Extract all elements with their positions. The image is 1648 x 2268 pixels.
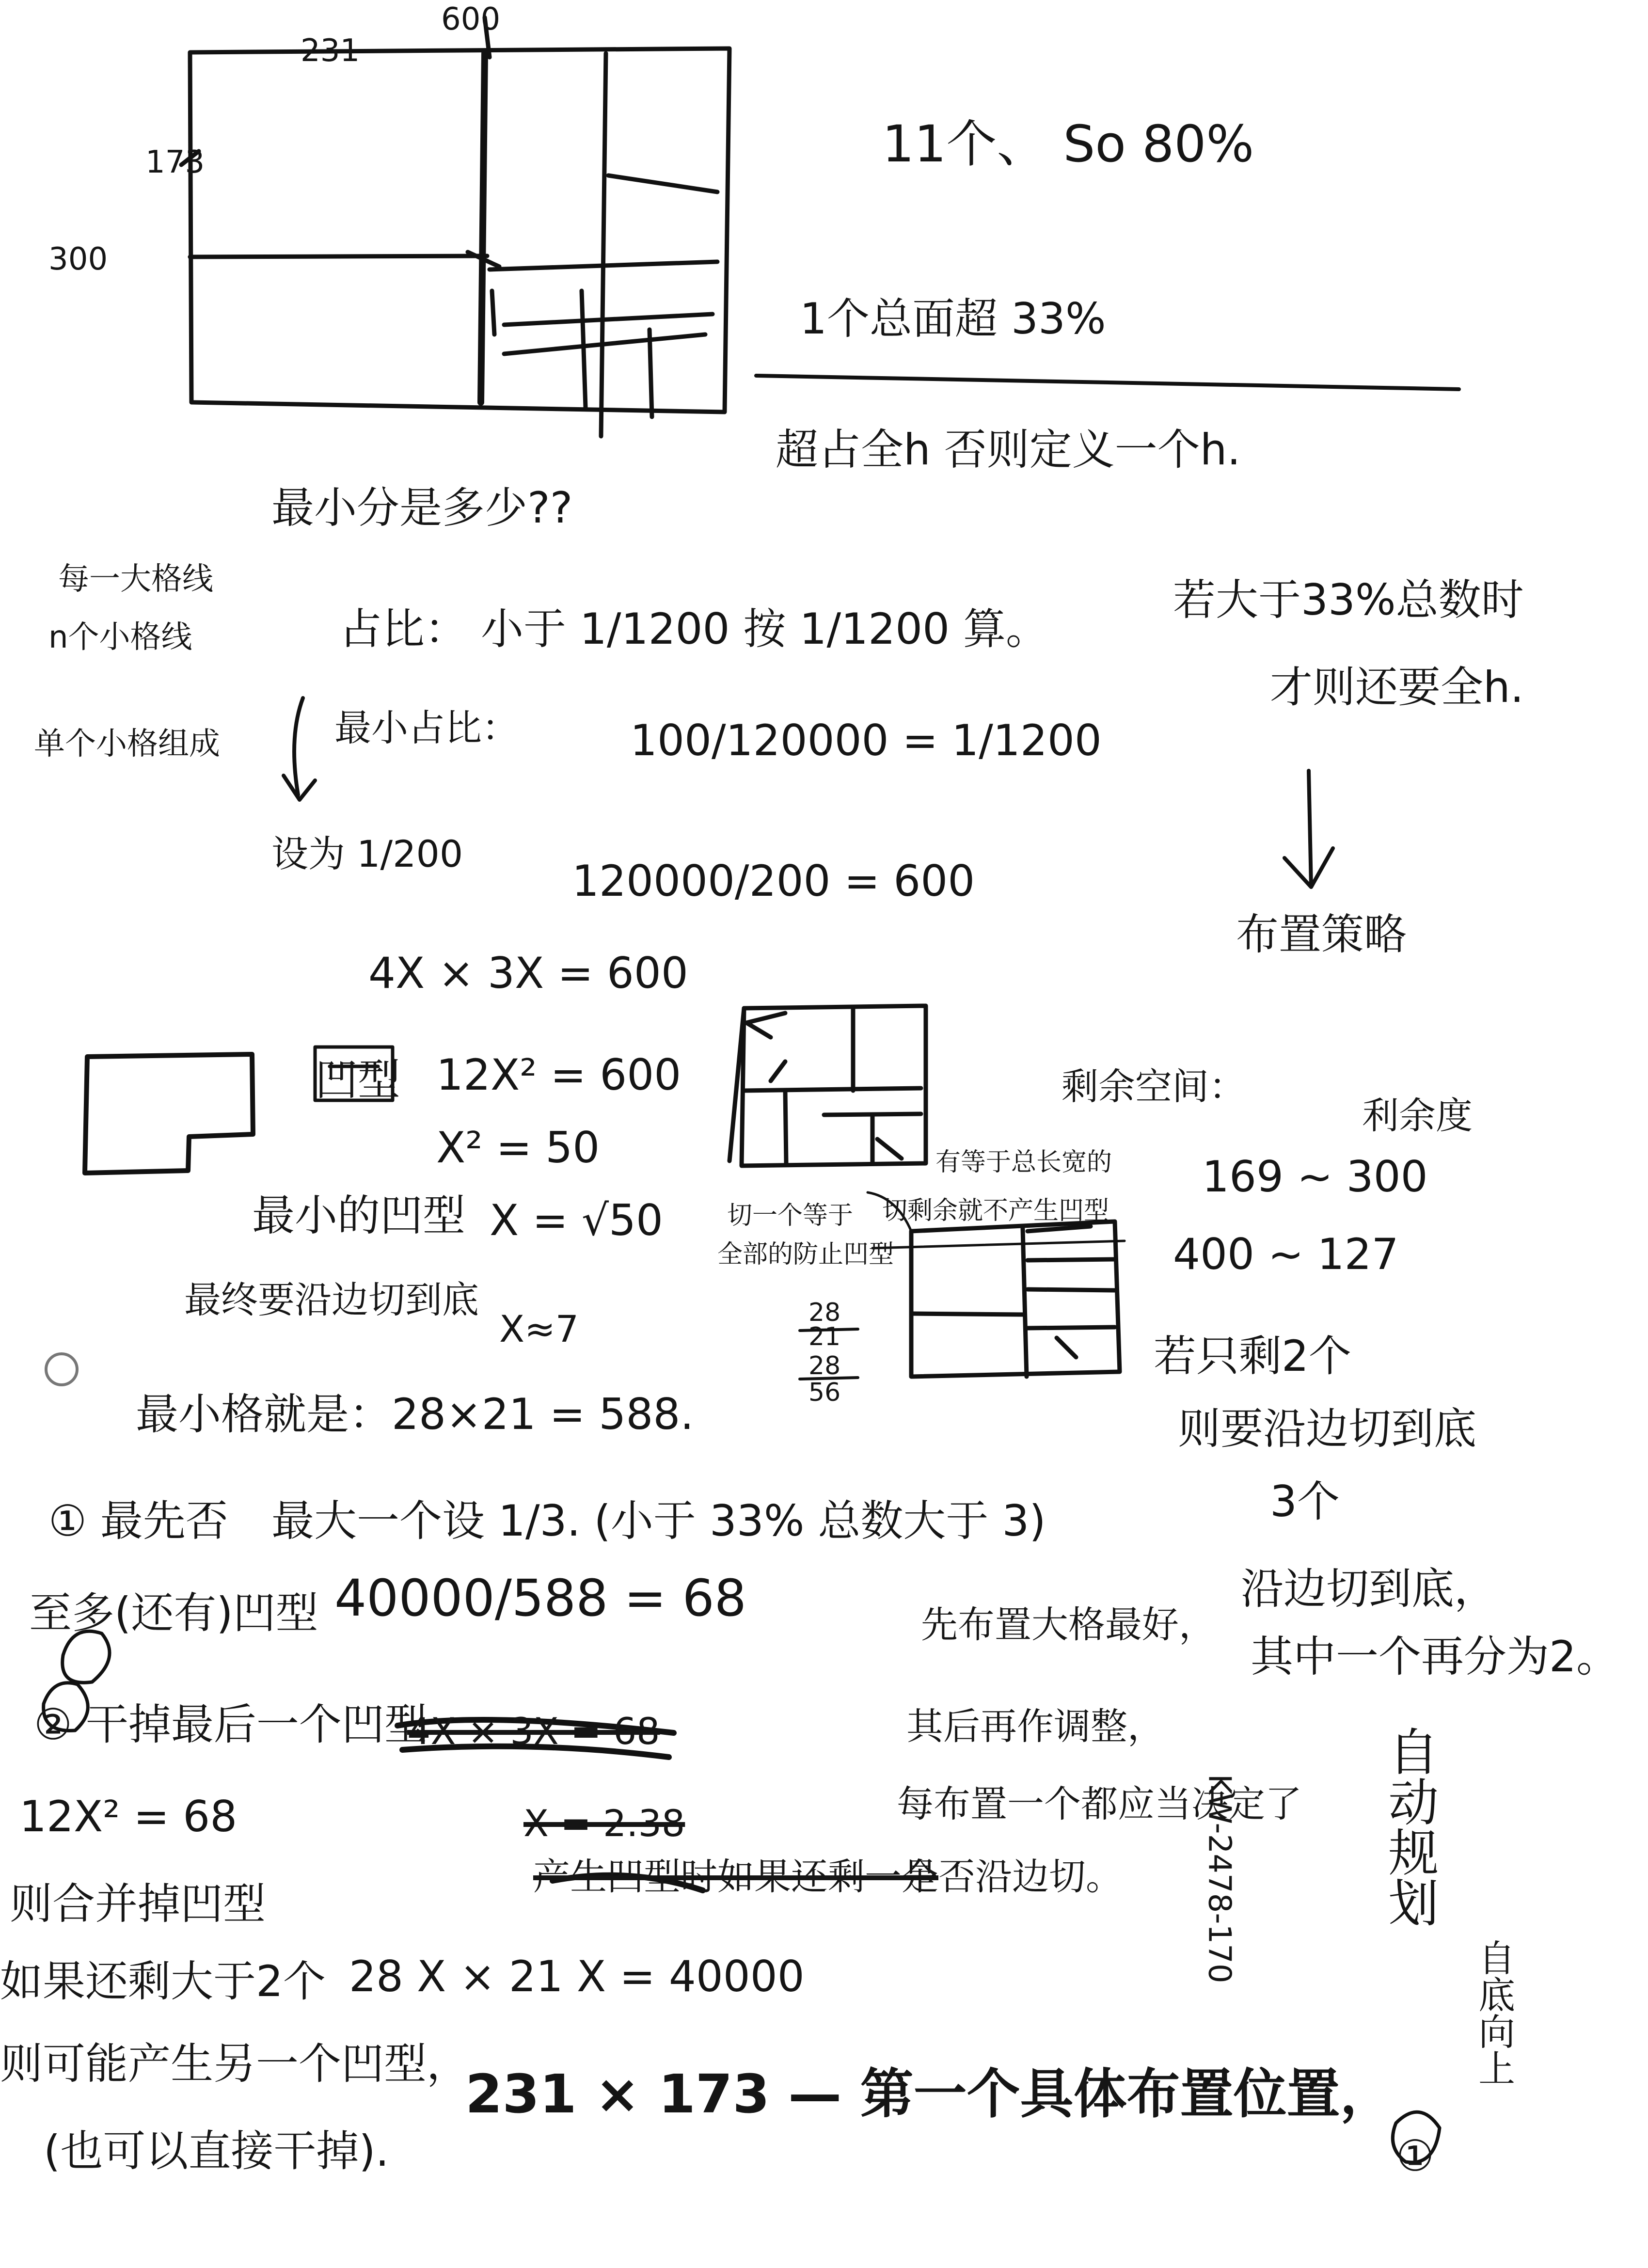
note-400-127: 400 ~ 127 xyxy=(1173,1229,1399,1279)
note-struck-x: 产生凹型时如果还剩一个 xyxy=(533,1855,938,1898)
note-min-question: 最小分是多少?? xyxy=(271,483,573,533)
note-struck-12x2: X = 2.38 xyxy=(523,1802,685,1845)
note-or-remove: (也可以直接干掉). xyxy=(44,2126,389,2176)
note-set-1-200: 设为 1/200 xyxy=(271,832,463,875)
down-arrow xyxy=(1284,771,1333,887)
note-then-full-h: 才则还要全h. xyxy=(1270,662,1524,712)
note-minor-grid: n个小格线 xyxy=(48,619,192,655)
note-cut-edge-2: 沿边切到底， xyxy=(1241,1564,1497,1614)
note-prevent-concave: 全部的防止凹型 xyxy=(717,1240,894,1269)
left-arrow xyxy=(284,698,315,800)
note-ratio-rule: 占比： 小于 1/1200 按 1/1200 算。 xyxy=(339,604,1049,654)
note-final-circle: ① xyxy=(1396,2131,1434,2181)
note-three: 3个 xyxy=(1270,1476,1340,1526)
note-if-two-left: 若只剩2个 xyxy=(1154,1331,1351,1381)
dim-label-231: 231 xyxy=(301,33,360,69)
waste-num-28b: 28 xyxy=(808,1351,841,1380)
note-cut-one-equal: 切一个等于 xyxy=(727,1201,854,1230)
note-struck-4x3x: 4X × 3X = 68 xyxy=(407,1710,660,1753)
note-another-concave: 则可能产生另一个凹型， xyxy=(0,2039,470,2089)
waste-num-28: 28 xyxy=(808,1298,841,1327)
waste-num-21: 21 xyxy=(808,1322,841,1351)
note-x-sqrt50: X = √50 xyxy=(490,1195,664,1245)
note-equal-length-width: 有等于总长宽的 xyxy=(935,1148,1112,1177)
note-remaining-space: 剩余空间： xyxy=(1062,1065,1246,1108)
note-min-cell-588: 最小格就是：28×21 = 588. xyxy=(136,1389,694,1439)
note-define-h: 超占全h 否则定义一个h. xyxy=(776,425,1241,475)
note-more-than-two: 如果还剩大于2个 xyxy=(0,1956,326,2006)
divider-line xyxy=(756,376,1459,389)
note-bottom-up: 自底向上 xyxy=(1472,1939,1516,2086)
note-step-2: ② 干掉最后一个凹型 xyxy=(34,1699,427,1749)
main-grid-sketch xyxy=(181,17,729,436)
note-concave-left-one: 12X² = 68 xyxy=(19,1792,238,1841)
note-40000-588: 40000/588 = 68 xyxy=(334,1569,746,1628)
dim-label-173: 173 xyxy=(145,144,205,180)
note-min-ratio: 最小占比： xyxy=(334,706,519,749)
note-concave-type: 凹型 xyxy=(315,1055,401,1105)
note-merge-concave: 则合并掉凹型 xyxy=(10,1879,266,1929)
note-major-grid: 每一大格线 xyxy=(58,561,213,597)
note-cut-edge-q: 是否沿边切。 xyxy=(902,1855,1123,1898)
note-single-cell: 单个小格组成 xyxy=(34,726,220,762)
note-ratio-calc: 100/120000 = 1/1200 xyxy=(630,715,1102,765)
concave-shape-sketch xyxy=(85,1054,253,1173)
note-first-placement: 231 × 173 — 第一个具体布置位置， xyxy=(465,2063,1394,2125)
note-cut-to-bottom: 最终要沿边切到底 xyxy=(184,1278,479,1321)
note-4x3x: 4X × 3X = 600 xyxy=(368,948,688,998)
note-min-concave: 最小的凹型 xyxy=(252,1190,466,1240)
note-count-ratio: 11个、 So 80% xyxy=(882,114,1254,174)
note-auto-plan: 自动规划 xyxy=(1379,1726,1439,1927)
note-adjust-after: 其后再作调整， xyxy=(906,1705,1164,1748)
middle-grid-sketch xyxy=(729,1006,926,1166)
note-placement-strategy: 布置策略 xyxy=(1236,909,1407,959)
dim-label-300: 300 xyxy=(48,241,108,277)
note-cut-edge-bottom: 则要沿边切到底 xyxy=(1178,1404,1477,1454)
punch-hole xyxy=(45,1352,79,1386)
note-28x21-40000: 28 X × 21 X = 40000 xyxy=(349,1951,805,2001)
note-margin: 利余度 xyxy=(1362,1094,1473,1137)
note-if-over-33: 若大于33%总数时 xyxy=(1173,575,1524,625)
note-at-most-concave: 至多(还有)凹型 xyxy=(29,1588,318,1638)
note-x2-50: X² = 50 xyxy=(436,1123,600,1173)
note-max-one-third: 最大一个设 1/3. (小于 33% 总数大于 3) xyxy=(271,1496,1046,1546)
waste-num-56: 56 xyxy=(808,1378,841,1407)
note-12x2-600: 12X² = 600 xyxy=(436,1050,681,1100)
note-total-over: 1个总面超 33% xyxy=(800,294,1106,344)
dim-label-600: 600 xyxy=(441,1,501,37)
note-split-two: 其中一个再分为2。 xyxy=(1251,1632,1619,1681)
note-step-1: ① 最先否 xyxy=(48,1496,228,1546)
note-doc-code: KW-2478-170 xyxy=(1201,1774,1237,1983)
note-600-calc: 120000/200 = 600 xyxy=(572,856,975,906)
note-decide-each: 每布置一个都应当决定了 xyxy=(897,1782,1302,1825)
note-x-approx-7: X≈7 xyxy=(499,1307,579,1350)
note-place-big-first: 先布置大格最好， xyxy=(921,1603,1216,1646)
circle-one xyxy=(63,1631,110,1682)
note-no-concave: 切剩余就不产生凹型 xyxy=(882,1196,1109,1225)
note-169-300: 169 ~ 300 xyxy=(1202,1152,1428,1202)
